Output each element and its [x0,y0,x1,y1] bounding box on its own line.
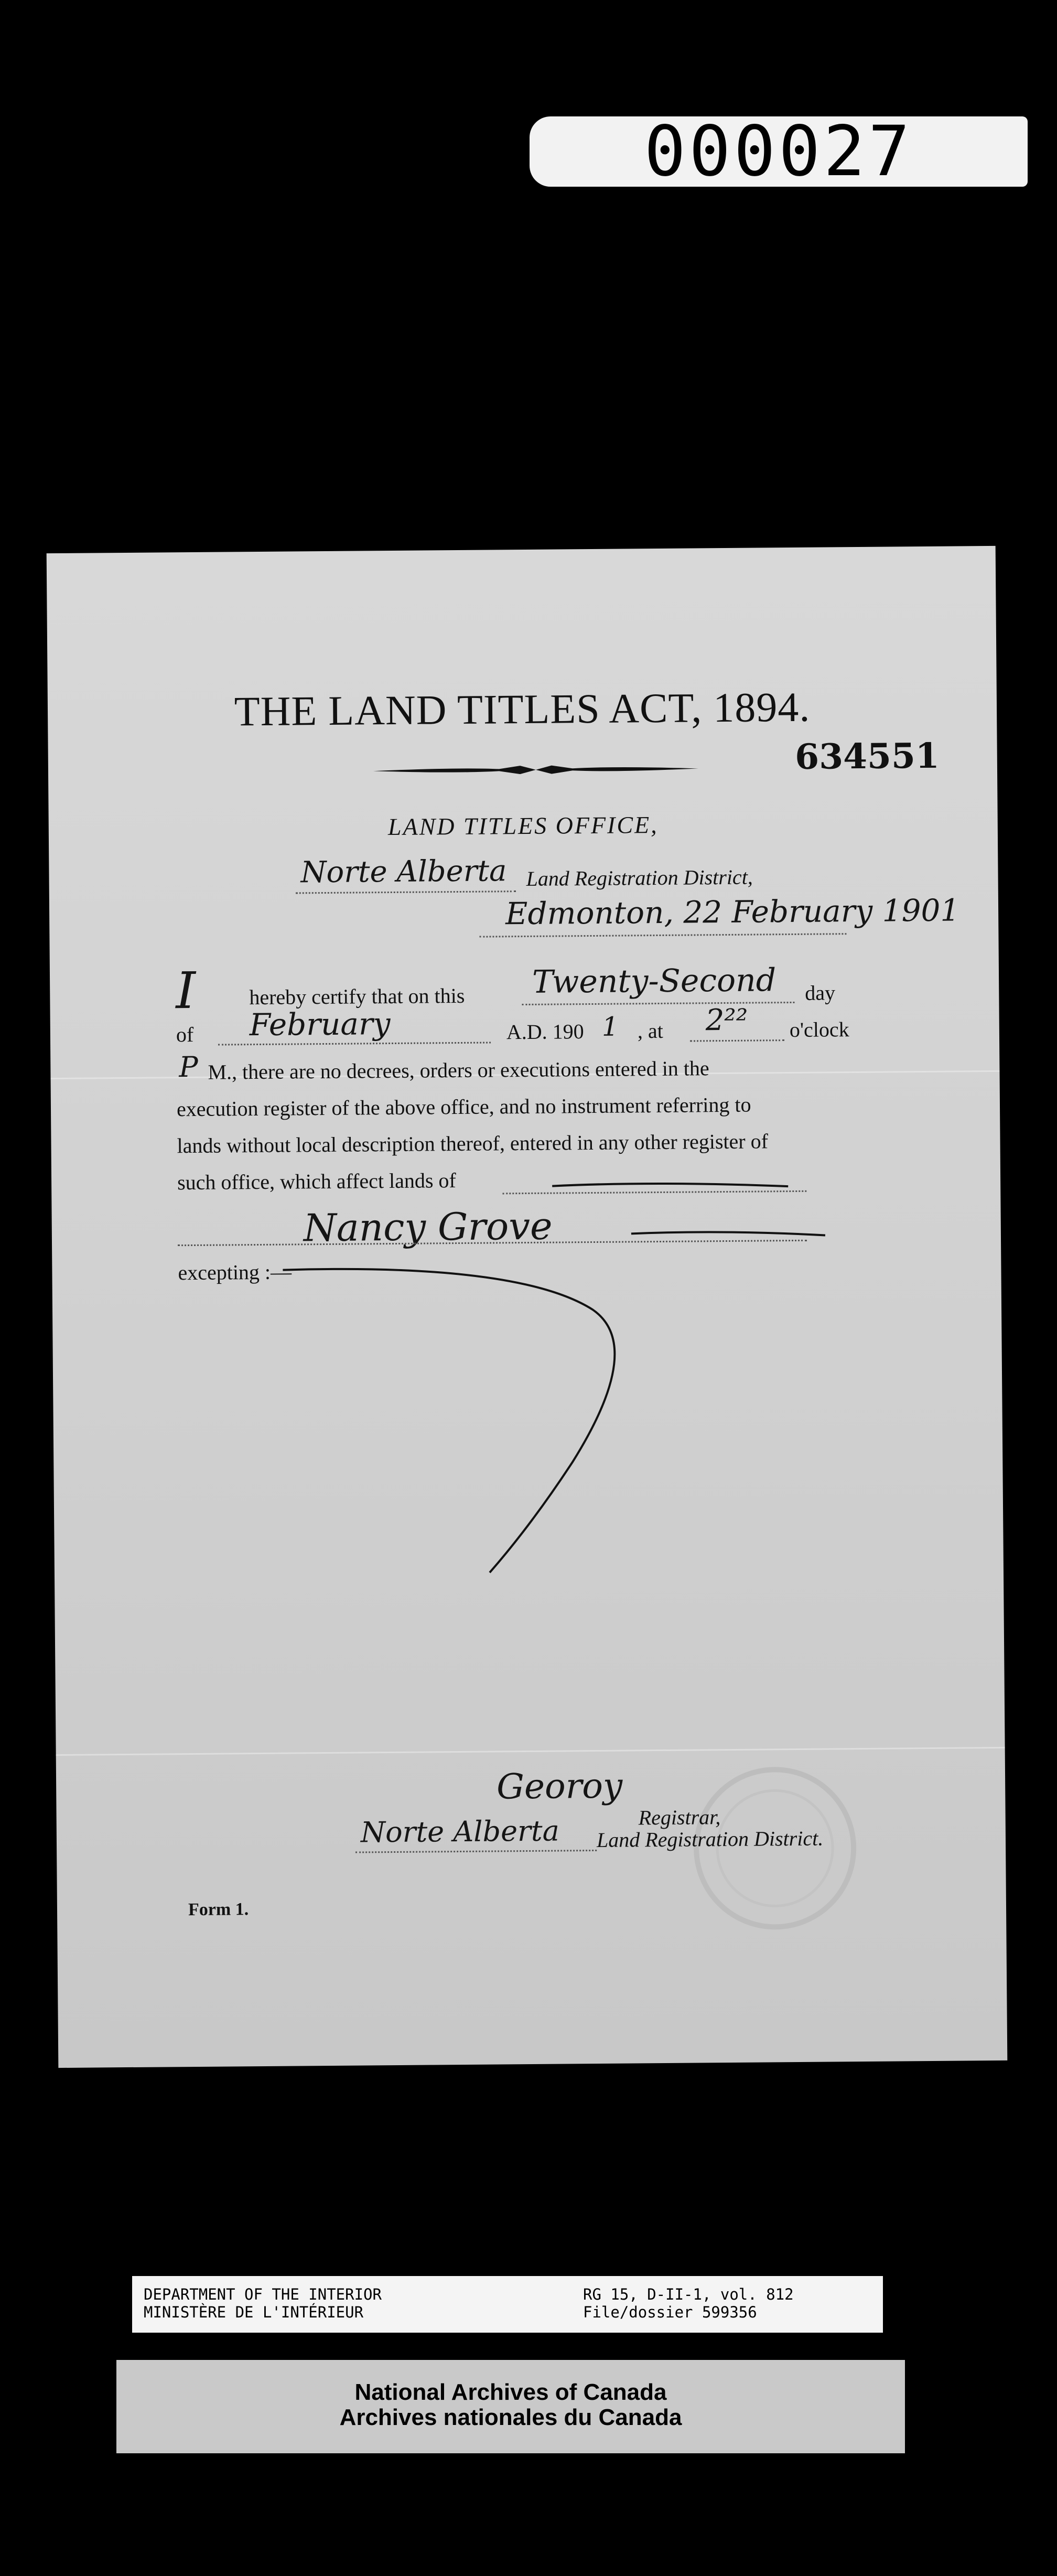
day-dotted-line [522,1002,794,1005]
body-line-4: such office, which affect lands of [177,1168,456,1195]
land-titles-certificate [47,546,1008,2068]
certify-text: hereby certify that on this [249,983,465,1010]
at-label: , at [637,1018,663,1043]
lands-blank-stroke [549,1175,791,1193]
archive-name-english: National Archives of Canada [354,2379,667,2405]
year-handwritten: 1 [601,1011,619,1042]
body-line-3: lands without local description thereof, entered in any other register of [177,1129,769,1158]
office-title: LAND TITLES OFFICE, [387,811,659,841]
reference-strip [132,2276,883,2333]
month-handwritten: February [249,1006,391,1043]
name-blank-stroke [629,1223,828,1241]
district-handwritten: Norte Alberta [300,854,507,890]
date-dotted-line [479,933,846,937]
registrar-label: Registrar, [638,1805,721,1830]
meridiem-handwritten: P [179,1050,198,1084]
reference-volume: RG 15, D-II-1, vol. 812 [583,2285,794,2303]
of-label: of [176,1022,194,1047]
archive-banner [116,2360,905,2453]
excepting-label: excepting :— [178,1260,292,1285]
year-prefix: A.D. 190 [506,1019,584,1044]
frame-number-text: 000027 [644,111,913,192]
oclock-label: o'clock [789,1017,849,1042]
department-english: DEPARTMENT OF THE INTERIOR [144,2285,382,2303]
day-handwritten: Twenty-Second [532,962,776,1001]
district-label: Land Registration District, [526,865,753,890]
signature-dotted-line [355,1850,597,1853]
initial-letter: I [175,961,196,1021]
signature-district-label: Land Registration District. [596,1826,824,1852]
archive-name-french: Archives nationales du Canada [339,2405,682,2430]
registrar-signature: Georoy [496,1765,623,1807]
time-handwritten: 2²² [705,1003,748,1038]
name-handwritten: Nancy Grove [303,1204,553,1250]
excepting-blank-stroke [277,1251,647,1579]
ornament-rule-icon [373,758,698,781]
reference-file: File/dossier 599356 [583,2303,757,2321]
body-line-2: execution register of the above office, and no instrument referring to [176,1092,751,1121]
day-label: day [805,981,836,1005]
department-french: MINISTÈRE DE L'INTÉRIEUR [144,2303,364,2321]
document-number: 634551 [794,735,940,777]
body-line-1: M., there are no decrees, orders or executions entered in the [208,1056,709,1084]
time-dotted-line [690,1039,784,1042]
form-label: Form 1. [188,1899,249,1920]
frame-number [530,111,1028,192]
signature-district-handwritten: Norte Alberta [360,1814,560,1849]
district-dotted-line [296,890,516,894]
act-title: THE LAND TITLES ACT, 1894. [234,684,811,735]
place-date-handwritten: Edmonton, 22 February 1901 [505,892,960,932]
